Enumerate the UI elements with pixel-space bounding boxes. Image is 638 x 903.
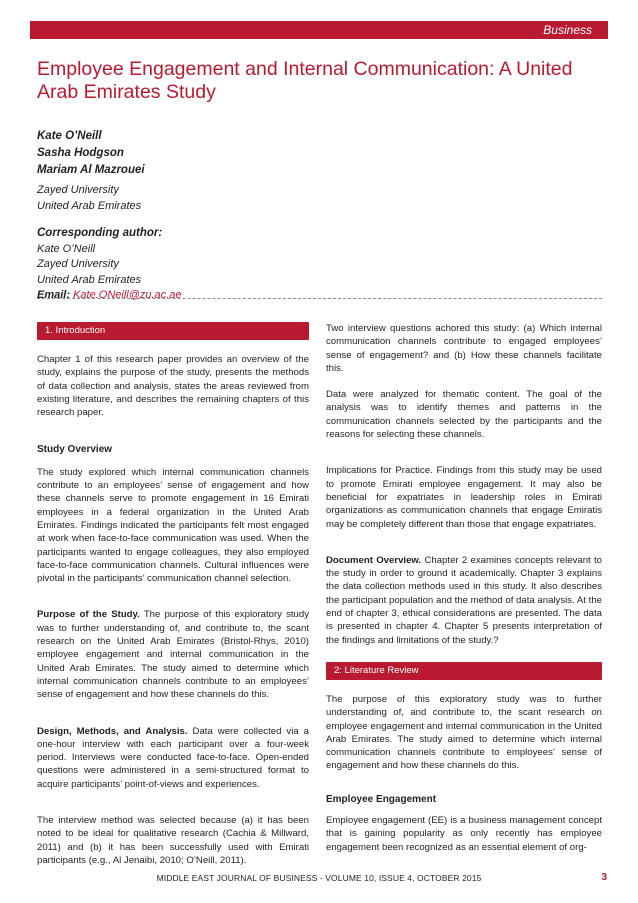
paragraph: Two interview questions achored this study: (a) Which internal communication channels contribute to engaged employees’ sense of engagement? and (b) How these channels facilitate this. (326, 323, 602, 374)
paragraph: Data were analyzed for thematic content. The goal of the analysis was to identify themes and patterns in the communication channels selected by the participants and the reasons for selecting these channels. (326, 389, 602, 441)
email-label: Email: (37, 289, 71, 301)
author-list (37, 128, 145, 179)
email-link[interactable]: Kate.ONeill@zu.ac.ae (73, 289, 182, 301)
subheading: Employee Engagement (326, 793, 437, 805)
run-in-heading: Document Overview. (326, 554, 422, 566)
corresponding-author (37, 226, 181, 304)
email-row (37, 288, 181, 304)
run-in-heading: Design, Methods, and Analysis. (37, 725, 188, 737)
affiliation-line: Zayed University (37, 184, 119, 196)
author-name: Mariam Al Mazrouei (37, 164, 145, 176)
paragraph (326, 554, 602, 647)
paragraph-text: The purpose of this exploratory study was to further understanding of, and contribute to, the scant research on the United Arab Emirates (Bristol-Rhys, 2010) employee engagement and internal communication in the United Arab Emirates. The study aimed to determine which internal communication channels contribute to an employees’ sense of engagement and how these channels do this. (37, 609, 309, 701)
left-column (37, 322, 309, 867)
journal-footer: MIDDLE EAST JOURNAL OF BUSINESS - VOLUME 10, ISSUE 4, OCTOBER 2015 (156, 873, 482, 883)
subheading: Study Overview (37, 444, 113, 456)
paragraph: Chapter 1 of this research paper provides an overview of the study, explains the purpose of the study, presents the methods of data collection and analysis, states the areas reviewed from existing literature, and describes the remaining chapters of this research paper. (37, 354, 309, 419)
paragraph (37, 608, 309, 701)
page-number: 3 (601, 872, 607, 883)
author-name: Sasha Hodgson (37, 147, 124, 159)
paragraph-text: Chapter 2 examines concepts relevant to the study in order to ground it academically. Chapter 3 explains the data collection methods used in this study. It also describes the participant population and the method of data analysis. At the end of chapter 3, ethical considerations are presented. The data is presented in chapter 4. Chapter 5 presents interpretation of the findings and limitations of the study.? (326, 554, 603, 646)
dashed-divider (37, 298, 602, 299)
section-heading-introduction: 1. Introduction (37, 322, 309, 340)
section-label: Business (543, 23, 592, 37)
paragraph: Implications for Practice. Findings from this study may be used to promote Emirati employee engagement. It may also be beneficial for expatriates in leadership roles in Emirati organizations as communication channels that engage Emiratis may be completely different than those that engage expatriates. (326, 465, 602, 530)
paragraph (37, 725, 309, 791)
corresponding-line: Kate O’Neill (37, 242, 96, 255)
paragraph: The interview method was selected because (a) it has been noted to be ideal for qualitative research (Cachia & Millward, 2011) and (b) it has been successfully used with Emirati participants (e.g., Al Jenaibi, 2010; O’Neill, 2011). (37, 815, 309, 866)
right-column (326, 322, 602, 854)
section-heading-literature-review: 2: Literature Review (326, 662, 602, 680)
affiliation-line: United Arab Emirates (37, 199, 142, 212)
paragraph: The purpose of this exploratory study was to further understanding of, and contribute to, the scant research on employee engagement and internal communication in the United Arab Emirates. The study aimed to determine which internal communication channels contribute to employees’ sense of engagement and how these channels do this. (326, 693, 602, 772)
affiliation (37, 183, 141, 214)
article-title: Employee Engagement and Internal Communication: A United Arab Emirates Study (37, 58, 573, 103)
corresponding-line: United Arab Emirates (37, 273, 142, 286)
paragraph-text: Data were collected via a one-hour interview with each participant over a four-week period. Interviews were conducted face-to-face. Open-ended questions were administered in a semi-structured format to acquire participants’ point-of-views and experiences. (37, 725, 310, 790)
run-in-heading: Purpose of the Study. (37, 609, 140, 621)
paragraph: The study explored which internal communication channels contribute to an employees’ sense of engagement and how these channels serve to promote engagement in 16 Emirati employees in a federal organization in the United Arab Emirates. Findings indicated the participants felt most engaged at work when face-to-face communication was used. When the participants wanted to engage colleagues, they also employed face-to-face communication channels. Cultural influences were pivotal in the participants’ communication channel selection. (37, 466, 309, 585)
corresponding-heading: Corresponding author: (37, 227, 163, 239)
paragraph: Employee engagement (EE) is a business management concept that is gaining popularity as only recently has employee engagement been recognized as an essential element of org- (326, 815, 602, 853)
section-banner (30, 21, 608, 39)
author-name: Kate O’Neill (37, 130, 102, 142)
corresponding-line: Zayed University (37, 258, 119, 270)
